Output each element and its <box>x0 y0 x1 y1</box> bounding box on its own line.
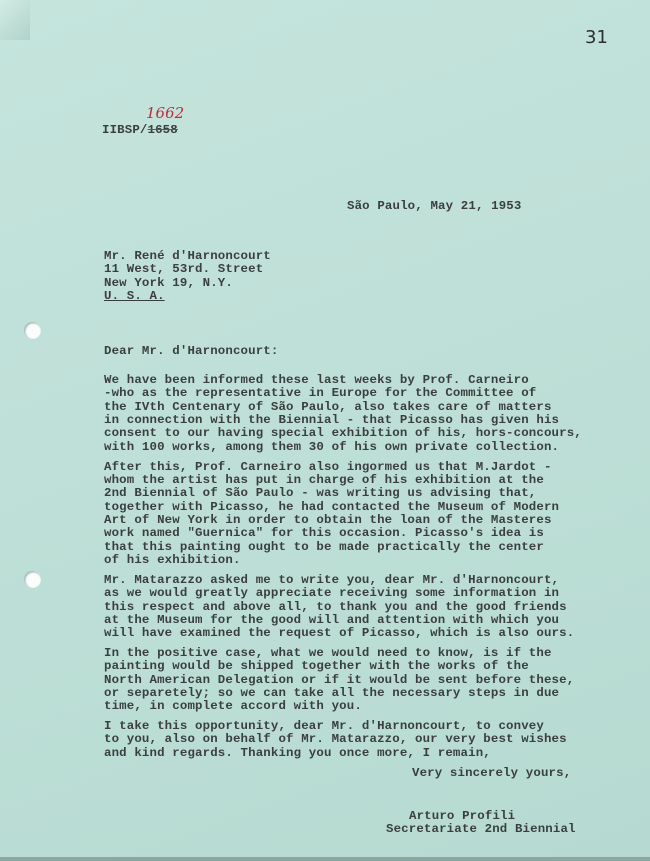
page-number: 31 <box>585 27 608 48</box>
body-line: this respect and above all, to thank you and the good friends <box>104 600 567 614</box>
body-line: time, in complete accord with you. <box>104 699 362 713</box>
body-line: work named "Guernica" for this occasion. Picasso's idea is <box>104 526 544 540</box>
folded-corner <box>0 0 30 40</box>
body-line: We have been informed these last weeks by Prof. Carneiro <box>104 373 529 387</box>
punch-hole <box>24 322 41 339</box>
body-line: with 100 works, among them 30 of his own private collection. <box>104 440 560 454</box>
handwritten-reference-number: 1662 <box>146 104 185 122</box>
body-line: that this painting ought to be made practically the center <box>104 540 544 554</box>
body-line: painting would be shipped together with the works of the <box>104 659 529 673</box>
body-line: together with Picasso, he had contacted the Museum of Modern <box>104 500 560 514</box>
recipient-name: Mr. René d'Harnoncourt <box>104 249 271 263</box>
signatory-title: Secretariate 2nd Biennial <box>386 822 576 836</box>
body-line: I take this opportunity, dear Mr. d'Harnoncourt, to convey <box>104 719 544 733</box>
paper-bottom-edge <box>0 857 650 861</box>
body-line: 2nd Biennial of São Paulo - was writing us advising that, <box>104 486 537 500</box>
body-line: consent to our having special exhibition of his, hors-concours, <box>104 426 582 440</box>
body-line: North American Delegation or if it would be sent before these, <box>104 673 575 687</box>
salutation: Dear Mr. d'Harnoncourt: <box>104 344 279 358</box>
reference-prefix: IIBSP/ <box>102 123 148 137</box>
recipient-street: 11 West, 53rd. Street <box>104 262 264 276</box>
body-line: as we would greatly appreciate receiving some information in <box>104 586 560 600</box>
body-line: and kind regards. Thanking you once more, I remain, <box>104 746 491 760</box>
body-line: in connection with the Biennial - that Picasso has given his <box>104 413 560 427</box>
punch-hole <box>24 571 41 588</box>
body-line: -who as the representative in Europe for the Committee of <box>104 386 537 400</box>
body-line: Art of New York in order to obtain the loan of the Masteres <box>104 513 552 527</box>
body-line: at the Museum for the good will and attention with which you <box>104 613 560 627</box>
body-line: to you, also on behalf of Mr. Matarazzo, our very best wishes <box>104 732 567 746</box>
recipient-city: New York 19, N.Y. <box>104 276 233 290</box>
body-line: whom the artist has put in charge of his exhibition at the <box>104 473 544 487</box>
body-line: the IVth Centenary of São Paulo, also takes care of matters <box>104 400 552 414</box>
closing: Very sincerely yours, <box>412 766 572 780</box>
reference-code <box>102 124 178 137</box>
struck-reference-number: 1658 <box>147 123 178 137</box>
body-line: In the positive case, what we would need to know, is if the <box>104 646 552 660</box>
body-line: or separetely; so we can take all the necessary steps in due <box>104 686 560 700</box>
date-line: São Paulo, May 21, 1953 <box>347 199 522 213</box>
body-line: After this, Prof. Carneiro also ingormed us that M.Jardot - <box>104 460 552 474</box>
body-line: Mr. Matarazzo asked me to write you, dear Mr. d'Harnoncourt, <box>104 573 560 587</box>
signatory-name: Arturo Profili <box>409 809 516 823</box>
body-line: will have examined the request of Picasso, which is also ours. <box>104 626 575 640</box>
recipient-country: U. S. A. <box>104 289 165 303</box>
body-line: of his exhibition. <box>104 553 241 567</box>
